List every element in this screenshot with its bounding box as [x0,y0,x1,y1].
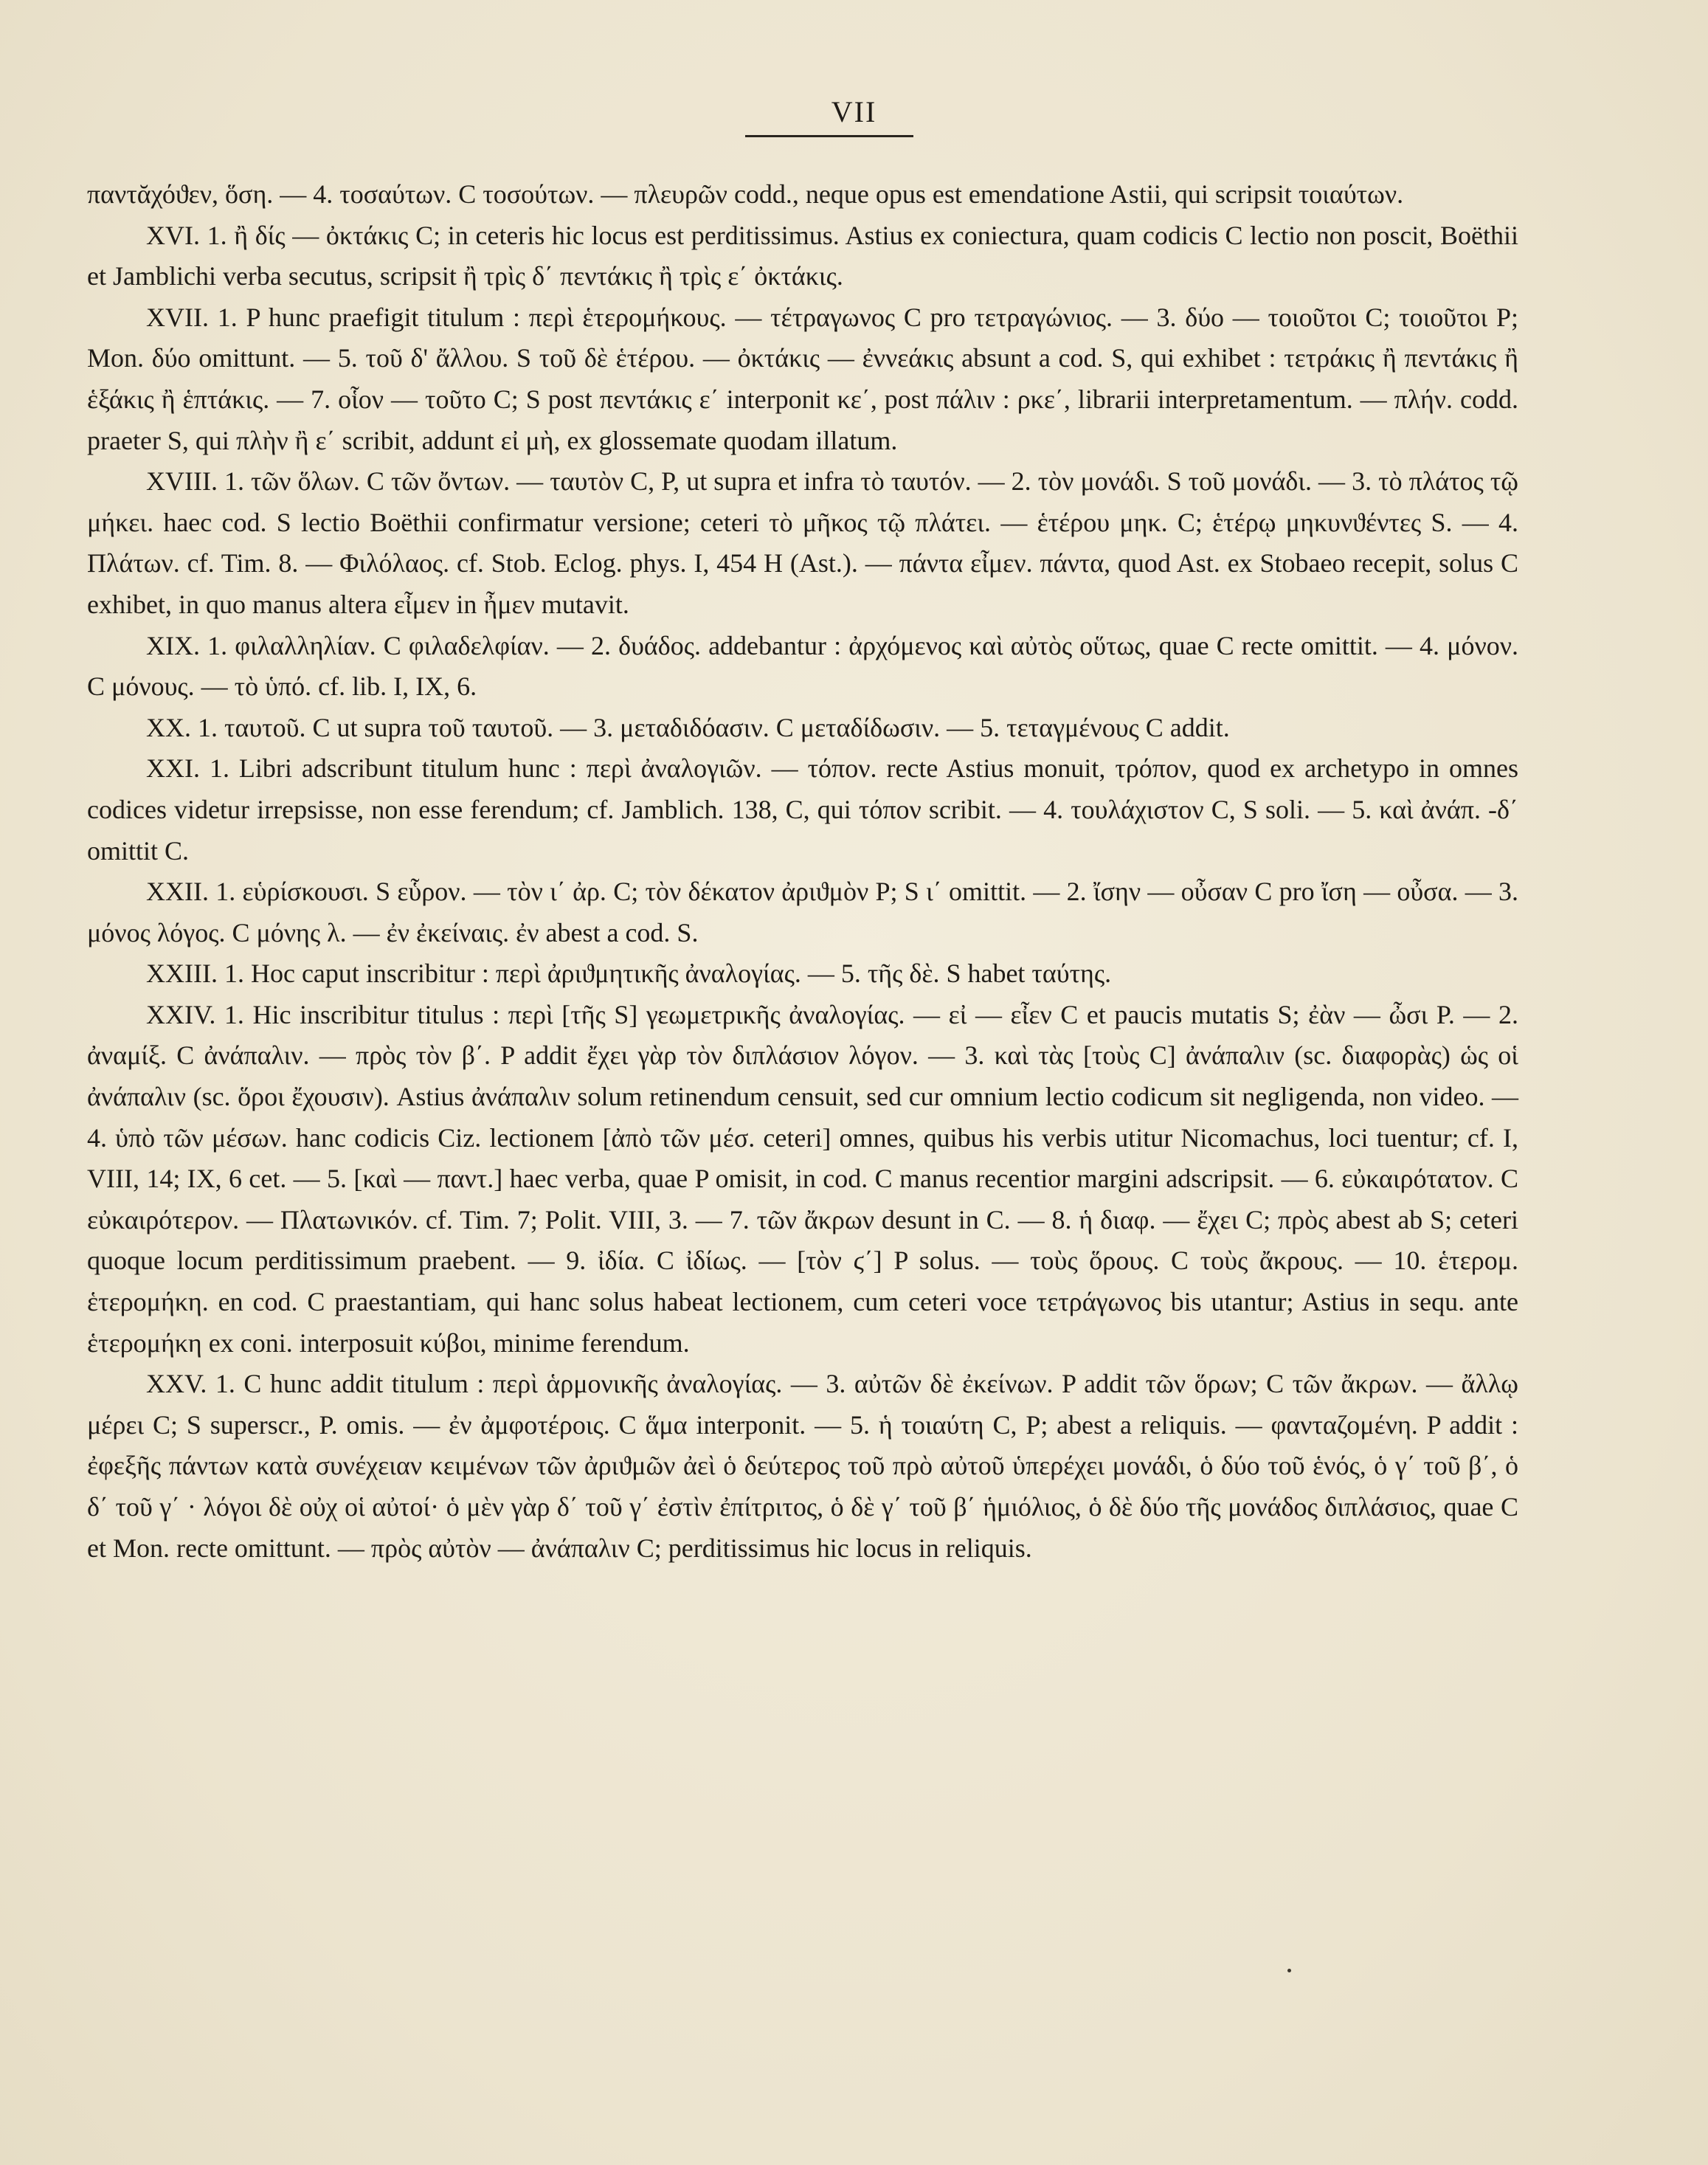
paper-speck [1287,1969,1291,1972]
header-rule [745,135,913,137]
commentary-text [87,174,1518,1569]
paragraph-xxi: XXI. 1. Libri adscribunt titulum hunc : περὶ ἀναλογιῶν. — τόπον. recte Astius monuit, τρόπον, quod ex archetypo in omnes codices videtur irrepsisse, non esse ferendum; cf. Jamblich. 138, C, qui τόπον scribit. — 4. τουλάχιστον C, S soli. — 5. καὶ ἀνάπ. -δ΄ omittit C. [87,753,1518,866]
paragraph-xix: XIX. 1. φιλαλληλίαν. C φιλαδελφίαν. — 2. δυάδος. addebantur : ἀρχόμενος καὶ αὐτὸς οὕτως, quae C recte omittit. — 4. μόνον. C μόνους. — τὸ ὑπό. cf. lib. I, IX, 6. [87,630,1518,702]
paragraph-xvi: XVI. 1. ἢ δίς — ὀκτάκις C; in ceteris hic locus est perditissimus. Astius ex coniectura, quam codicis C lectio non poscit, Boëthii et Jamblichi verba secutus, scripsit ἢ τρὶς δ΄ πεντάκις ἢ τρὶς ε΄ ὀκτάκις. [87,220,1518,291]
paragraph-xvii: XVII. 1. P hunc praefigit titulum : περὶ ἑτερομήκους. — τέτραγωνος C pro τετραγώνιος. — 3. δύο — τοιοῦτοι C; τοιοῦτοι P; Mon. δύο omittunt. — 5. τοῦ δ' ἄλλου. S τοῦ δὲ ἑτέρου. — ὀκτάκις — ἐννεάκις absunt a cod. S, qui exhibet : τετράκις ἢ πεντάκις ἢ ἑξάκις ἢ ἑπτάκις. — 7. οἷον — τοῦτο C; S post πεντάκις ε΄ interponit κε΄, post πάλιν : ρκε΄, librarii interpretamentum. — πλήν. codd. praeter S, qui πλὴν ἢ ε΄ scribit, addunt εἰ μὴ, ex glossemate quodam illatum. [87,302,1518,455]
paragraph-xviii: XVIII. 1. τῶν ὅλων. C τῶν ὄντων. — ταυτὸν C, P, ut supra et infra τὸ ταυτόν. — 2. τὸν μονάδι. S τοῦ μονάδι. — 3. τὸ πλάτος τῷ μήκει. haec cod. S lectio Boëthii confirmatur versione; ceteri τὸ μῆκος τῷ πλάτει. — ἑτέρου μηκ. C; ἑτέρῳ μηκυνϑέντες S. — 4. Πλάτων. cf. Tim. 8. — Φιλόλαος. cf. Stob. Eclog. phys. I, 454 H (Ast.). — πάντα εἶμεν. πάντα, quod Ast. ex Stobaeo recepit, solus C exhibet, in quo manus altera εἶμεν in ἦμεν mutavit. [87,466,1518,619]
paragraph-xx: XX. 1. ταυτοῦ. C ut supra τοῦ ταυτοῦ. — 3. μεταδιδόασιν. C μεταδίδωσιν. — 5. τεταγμένους C addit. [146,712,1230,742]
paragraph-xxii: XXII. 1. εὑρίσκουσι. S εὗρον. — τὸν ι΄ ἀρ. C; τὸν δέκατον ἀριϑμὸν P; S ι΄ omittit. — 2. ἴσην — οὖσαν C pro ἴση — οὖσα. — 3. μόνος λόγος. C μόνης λ. — ἐν ἐκείναις. ἐν abest a cod. S. [87,877,1518,947]
paragraph-continuation: παντᾰχόϑεν, ὅση. — 4. τοσαύτων. C τοσούτων. — πλευρῶν codd., neque opus est emendatione Astii, qui scripsit τοιαύτων. [87,179,1404,209]
page-number: VII [831,95,877,128]
paragraph-xxv: XXV. 1. C hunc addit titulum : περὶ ἁρμονικῆς ἀναλογίας. — 3. αὐτῶν δὲ ἐκείνων. P addit τῶν ὅρων; C τῶν ἄκρων. — ἄλλῳ μέρει C; S superscr., P. omis. — ἐν ἀμφοτέροις. C ἅμα interponit. — 5. ἡ τοιαύτη C, P; abest a reliquis. — φανταζομένη. P addit : ἐφεξῆς πάντων κατὰ συνέχειαν κειμένων τῶν ἀριϑμῶν ἀεὶ ὁ δεύτερος τοῦ πρὸ αὐτοῦ ὑπερέχει μονάδι, ὁ δύο τοῦ ἑνός, ὁ γ΄ τοῦ β΄, ὁ δ΄ τοῦ γ΄ · λόγοι δὲ οὐχ οἱ αὐτοί· ὁ μὲν γὰρ δ΄ τοῦ γ΄ ἐστὶν ἐπίτριτος, ὁ δὲ γ΄ τοῦ β΄ ἡμιόλιος, ὁ δὲ δύο τῆς μονάδος διπλάσιος, quae C et Mon. recte omittunt. — πρὸς αὐτὸν — ἀνάπαλιν C; perditissimus hic locus in reliquis. [87,1369,1518,1563]
paragraph-xxiii: XXIII. 1. Hoc caput inscribitur : περὶ ἀριϑμητικῆς ἀναλογίας. — 5. τῆς δὲ. S habet ταύτης. [146,959,1112,989]
paragraph-xxiv: XXIV. 1. Hic inscribitur titulus : περὶ [τῆς S] γεωμετρικῆς ἀναλογίας. — εἰ — εἶεν C et paucis mutatis S; ἐὰν — ὦσι P. — 2. ἀναμίξ. C ἀνάπαλιν. — πρὸς τὸν β΄. P addit ἔχει γὰρ τὸν διπλάσιον λόγον. — 3. καὶ τὰς [τοὺς C] ἀνάπαλιν (sc. διαφορὰς) ὡς οἱ ἀνάπαλιν (sc. ὅροι ἔχουσιν). Astius ἀνάπαλιν solum retinendum censuit, sed cur omnium lectio codicum sit negligenda, non video. — 4. ὑπὸ τῶν μέσων. hanc codicis Ciz. lectionem [ἀπὸ τῶν μέσ. ceteri] omnes, quibus his verbis utitur Nicomachus, loci tuentur; cf. I, VIII, 14; IX, 6 cet. — 5. [καὶ — παντ.] haec verba, quae P omisit, in cod. C manus recentior margini adscripsit. — 6. εὐκαιρότατον. C εὐκαιρότερον. — Πλατωνικόν. cf. Tim. 7; Polit. VIII, 3. — 7. τῶν ἄκρων desunt in C. — 8. ἡ διαφ. — ἔχει C; πρὸς abest ab S; ceteri quoque locum perditissimum praebent. — 9. ἰδία. C ἰδίως. — [τὸν ϛ΄] P solus. — τοὺς ὅρους. C τοὺς ἄκρους. — 10. ἑτερομ. ἑτερομήκη. en cod. C praestantiam, qui hanc solus habeat lectionem, cum ceteri voce τετράγωνος bis utantur; Astius in sequ. ante ἑτερομήκη ex coni. interposuit κύβοι, minime ferendum. [87,999,1518,1358]
